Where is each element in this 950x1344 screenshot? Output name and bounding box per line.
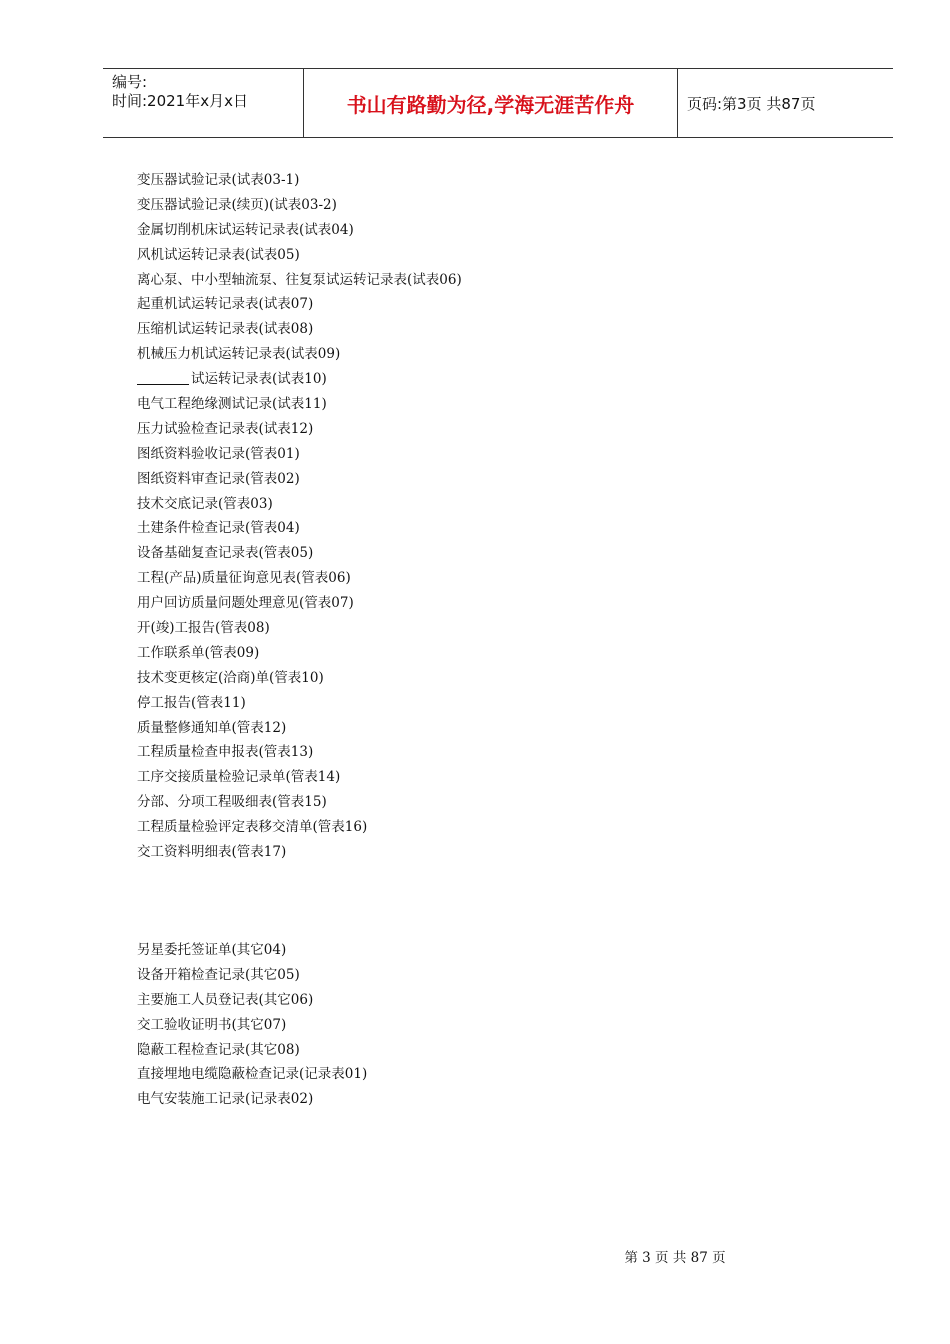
list-item: 电气安装施工记录(记录表02) [137,1091,314,1108]
footer-page-number: 第 3 页 共 87 页 [624,1250,726,1266]
header-page-info: 页码:第3页 共87页 [687,94,816,113]
form-list-primary [137,168,462,865]
list-item: 起重机试运转记录表(试表07) [137,296,314,313]
list-item: 金属切削机床试运转记录表(试表04) [137,221,354,238]
header-motto: 书山有路勤为径,学海无涯苦作舟 [346,92,635,117]
blank-underline [137,369,189,385]
list-item: 工作联系单(管表09) [137,644,260,661]
list-item: 直接埋地电缆隐蔽检查记录(记录表01) [137,1066,368,1083]
list-item: 工序交接质量检验记录单(管表14) [137,769,341,786]
list-item: 技术变更核定(洽商)单(管表10) [137,669,324,686]
header-left [112,73,248,111]
list-item: 交工验收证明书(其它07) [137,1016,287,1033]
list-item: 另星委托签证单(其它04) [137,942,287,958]
list-item: 工程(产品)质量征询意见表(管表06) [137,570,351,587]
list-item: 工程质量检验评定表移交清单(管表16) [137,819,368,836]
list-item: 压力试验检查记录表(试表12) [137,420,314,437]
page-footer [0,1246,950,1266]
list-item: 图纸资料审查记录(管表02) [137,470,300,487]
page-header [103,68,893,138]
list-item: 电气工程绝缘测试记录(试表11) [137,396,327,413]
list-item: 变压器试验记录(续页)(试表03-2) [137,196,337,213]
time-label: 时间:2021年x月x日 [112,92,248,110]
list-item: 开(竣)工报告(管表08) [137,620,270,637]
form-list-secondary [137,938,367,1112]
list-item: 设备开箱检查记录(其它05) [137,966,300,983]
list-item: 用户回访质量问题处理意见(管表07) [137,595,354,612]
list-item: 风机试运转记录表(试表05) [137,246,300,263]
list-item: 压缩机试运转记录表(试表08) [137,321,314,338]
list-item: 变压器试验记录(试表03-1) [137,172,300,188]
list-item: 工程质量检查申报表(管表13) [137,744,314,761]
list-item: 图纸资料验收记录(管表01) [137,445,300,462]
list-item-label: 试运转记录表(试表10) [191,371,327,388]
list-item: 隐蔽工程检查记录(其它08) [137,1041,300,1058]
list-item: 机械压力机试运转记录表(试表09) [137,346,341,363]
list-item: 土建条件检查记录(管表04) [137,520,300,537]
header-divider-right [677,69,678,137]
list-item: 分部、分项工程吸细表(管表15) [137,794,327,811]
list-item: 设备基础复查记录表(管表05) [137,545,314,562]
number-label: 编号: [112,73,148,91]
list-item: 交工资料明细表(管表17) [137,844,287,861]
list-item-blank-name [137,367,462,392]
list-item: 技术交底记录(管表03) [137,495,273,512]
list-item: 离心泵、中小型轴流泵、往复泵试运转记录表(试表06) [137,271,462,288]
list-item: 主要施工人员登记表(其它06) [137,991,314,1008]
list-item: 质量整修通知单(管表12) [137,719,287,736]
list-item: 停工报告(管表11) [137,694,246,711]
